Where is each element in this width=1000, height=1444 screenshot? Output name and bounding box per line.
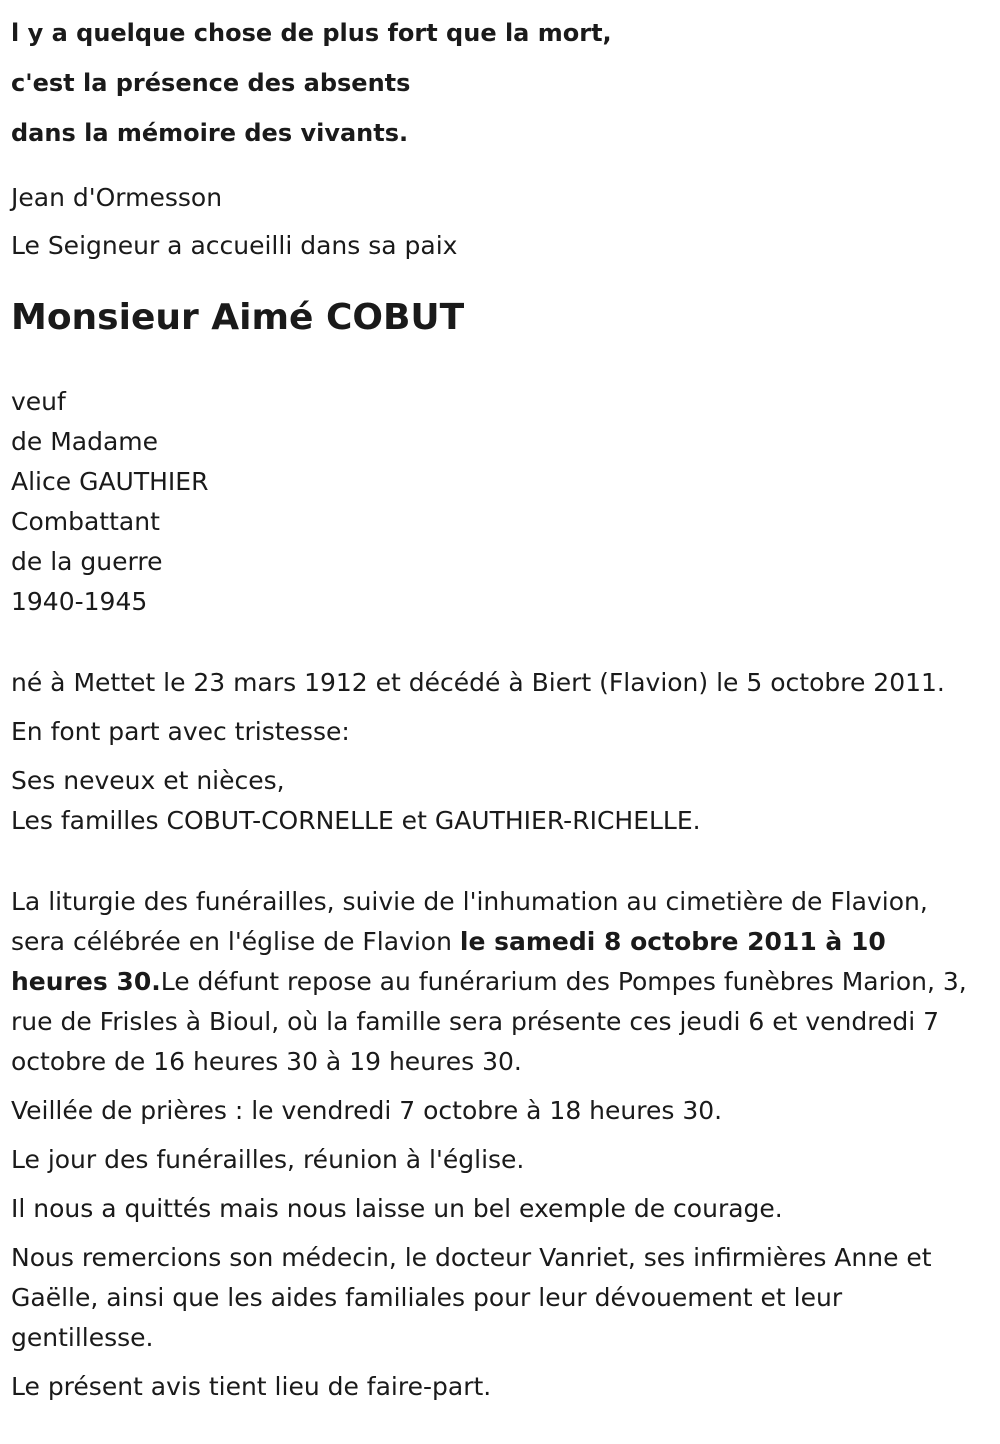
quote-line-1: l y a quelque chose de plus fort que la mort, xyxy=(11,19,612,47)
deceased-name: Monsieur Aimé COBUT xyxy=(11,297,465,338)
funeral-day-line: Le jour des funérailles, réunion à l'église. xyxy=(11,1145,525,1174)
funeral-date: le samedi 8 octobre 2011 à 10 heures 30. xyxy=(11,927,886,996)
quote-line-2: c'est la présence des absents xyxy=(11,69,411,97)
birth-death-line: né à Mettet le 23 mars 1912 et décédé à Biert (Flavion) le 5 octobre 2011. xyxy=(11,668,945,697)
intro-line: Le Seigneur a accueilli dans sa paix xyxy=(11,231,458,260)
family-line: Les familles COBUT-CORNELLE et GAUTHIER-RICHELLE. xyxy=(11,806,701,835)
thanks-paragraph: Nous remercions son médecin, le docteur Vanriet, ses infirmières Anne et Gaëlle, ainsi que les aides familiales pour leur dévouement et leur gentillesse. xyxy=(11,1243,932,1352)
funeral-text-1: La liturgie des funérailles, suivie de l'inhumation au cimetière de Flavion, sera célébrée en l'église de Flavion xyxy=(11,887,928,956)
status-line: Combattant xyxy=(11,507,160,536)
vigil-line: Veillée de prières : le vendredi 7 octobre à 18 heures 30. xyxy=(11,1096,723,1125)
status-line: de Madame xyxy=(11,427,159,456)
status-line: de la guerre xyxy=(11,547,163,576)
status-line: Alice GAUTHIER xyxy=(11,467,209,496)
deceased-status xyxy=(11,382,988,622)
funeral-details xyxy=(11,882,988,1082)
status-line: veuf xyxy=(11,387,66,416)
family-line: Ses neveux et nièces, xyxy=(11,766,285,795)
quote-line-3: dans la mémoire des vivants. xyxy=(11,119,409,147)
notice-line: Le présent avis tient lieu de faire-part. xyxy=(11,1372,492,1401)
legacy-line: Il nous a quittés mais nous laisse un bel exemple de courage. xyxy=(11,1194,783,1223)
quote-author: Jean d'Ormesson xyxy=(11,183,223,212)
status-line: 1940-1945 xyxy=(11,587,148,616)
family-list xyxy=(11,761,988,841)
opening-quote xyxy=(11,8,988,158)
funeral-text-2: Le défunt repose au funérarium des Pompes funèbres Marion, 3, rue de Frisles à Bioul, où la famille sera présente ces jeudi 6 et vendredi 7 octobre de 16 heures 30 à 19 heures 30. xyxy=(11,967,967,1076)
grief-intro: En font part avec tristesse: xyxy=(11,717,350,746)
